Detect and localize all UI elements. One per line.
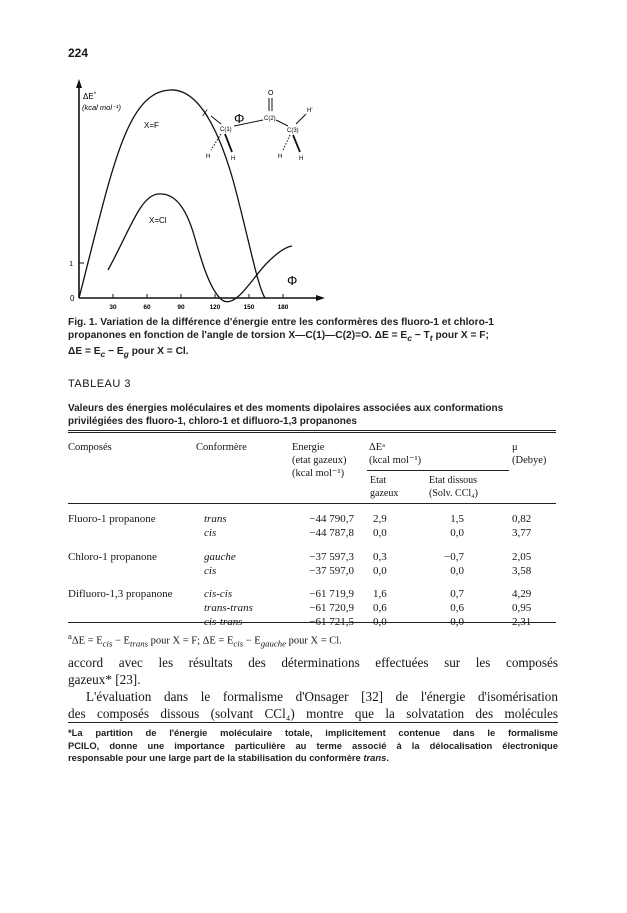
header-mu: μ (Debye) <box>512 442 547 466</box>
cell-compose: Fluoro-1 propanone <box>68 513 156 525</box>
molecule-h: H <box>278 154 283 160</box>
table-top-rule-2 <box>68 432 556 433</box>
cell-dissous: 0,7 <box>450 588 464 600</box>
cell-conformere: cis <box>204 527 217 539</box>
body-paragraph-2: L'évaluation dans le formalisme d'Onsager [32] de l'énergie d'isomérisation des composés dissous (solvant CCl₄) montre que la solvatation des molécules <box>68 689 558 721</box>
caption-line: propanones en fonction de l'angle de torsion X—C(1)—C(2)=O. $\Delta E = E_c - T_t$ pour X = F; <box>68 330 489 344</box>
caption-line: Fig. 1. Variation de la différence d'énergie entre les conformères des fluoro-1 et chloro-1 <box>68 317 494 328</box>
table-header-rule <box>68 503 556 504</box>
cell-gaz: 0,0 <box>373 616 387 628</box>
y-axis-label-unit: (kcal mol⁻¹) <box>82 103 121 112</box>
molecule-c3: C(3) <box>287 128 299 134</box>
cell-dissous: 0,0 <box>450 616 464 628</box>
table-top-rule <box>68 430 556 431</box>
cell-mu: 0,95 <box>512 602 532 614</box>
molecule-c2: C(2) <box>264 116 276 122</box>
cell-dissous: 0,0 <box>450 565 464 577</box>
curve-label-x-cl: X=Cl <box>149 216 167 225</box>
bond-c2-c3 <box>276 120 288 126</box>
molecule-h-prime: H' <box>307 108 313 114</box>
figure-caption <box>68 316 558 361</box>
page-number: 224 <box>68 46 89 60</box>
header-conformere: Conformère <box>196 442 247 453</box>
x-tick-label: 90 <box>177 304 185 311</box>
energy-figure <box>60 70 350 320</box>
table-sub-rule <box>367 470 509 471</box>
bond-c1-h-b <box>225 134 232 152</box>
cell-energie: −37 597,0 <box>309 565 354 577</box>
cell-energie: −44 787,8 <box>309 527 354 539</box>
bond-c3-h-b <box>293 135 300 152</box>
bond-x-c1 <box>211 116 221 124</box>
y-axis-label: ΔE* <box>83 92 97 101</box>
molecule-c1: C(1) <box>220 127 232 133</box>
cell-conformere: cis-cis <box>204 588 233 600</box>
cell-gaz: 0,6 <box>373 602 387 614</box>
cell-energie: −44 790,7 <box>309 513 354 525</box>
footnote-rule <box>68 722 558 723</box>
x-tick-label: 60 <box>143 304 151 311</box>
table-label: TABLEAU 3 <box>68 378 131 390</box>
x-origin-label: 0 <box>70 294 75 303</box>
bond-c3-h-a <box>283 135 290 150</box>
cell-mu: 2,05 <box>512 551 532 563</box>
molecule-phi: Φ <box>234 111 245 126</box>
y-axis-arrow <box>76 79 82 88</box>
phi-axis-label: Φ <box>287 273 298 288</box>
cell-energie: −61 719,9 <box>309 588 354 600</box>
cell-dissous: 0,0 <box>450 527 464 539</box>
body-paragraph-1: accord avec les résultats des déterminations effectuées sur les composés gazeux* [23]. <box>68 655 558 687</box>
table-caption: Valeurs des énergies moléculaires et des moments dipolaires associées aux conformations privilégiées des fluoro-1, chloro-1 et difluoro-1,3 propanones <box>68 403 504 427</box>
cell-conformere: gauche <box>204 551 236 563</box>
cell-energie: −61 721,5 <box>309 616 354 628</box>
page-footnote: *La partition de l'énergie moléculaire totale, implicitement contenue dans le formalisme PCILO, donne une importance particulière au terme associé à la délocalisation électronique responsable pour une large part de la stabilisation du conformère trans. <box>68 727 558 763</box>
cell-mu: 3,77 <box>512 527 532 539</box>
curve-x-cl <box>108 194 292 302</box>
molecule-h: H <box>299 156 304 162</box>
header-composes: Composés <box>68 442 112 453</box>
x-tick-label: 150 <box>243 304 255 311</box>
cell-gaz: 0,0 <box>373 527 387 539</box>
header-etat-gazeux: Etat gazeux <box>370 475 399 499</box>
cell-conformere: cis-trans <box>204 616 243 628</box>
molecule-h: H <box>231 156 236 162</box>
cell-conformere: trans <box>204 513 227 525</box>
header-energie: Energie (etat gazeux) (kcal mol⁻¹) <box>292 442 347 479</box>
cell-gaz: 2,9 <box>373 513 387 525</box>
cell-energie: −61 720,9 <box>309 602 354 614</box>
x-axis-arrow <box>316 295 325 301</box>
y-tick-label: 1 <box>69 261 73 268</box>
cell-gaz: 0,3 <box>373 551 387 563</box>
cell-mu: 3,58 <box>512 565 532 577</box>
cell-compose: Difluoro-1,3 propanone <box>68 588 173 600</box>
cell-dissous: 0,6 <box>450 602 464 614</box>
cell-dissous: −0,7 <box>444 551 464 563</box>
x-tick-label: 30 <box>109 304 117 311</box>
cell-mu: 2,31 <box>512 616 532 628</box>
bond-c3-hprime <box>296 114 306 124</box>
molecule-sketch <box>202 90 312 162</box>
cell-conformere: trans-trans <box>204 602 253 614</box>
cell-gaz: 0,0 <box>373 565 387 577</box>
molecule-o: O <box>268 90 274 97</box>
cell-gaz: 1,6 <box>373 588 387 600</box>
molecule-x: X <box>202 108 209 118</box>
x-tick-labels <box>109 304 288 311</box>
header-delta-e: ΔEᵃ (kcal mol⁻¹) <box>369 442 422 466</box>
cell-conformere: cis <box>204 565 217 577</box>
table-footnote: $^a\Delta E = E_{cis} - E_{trans}$ pour X = F; $\Delta E = E_{cis} - E_{gauche}$ pour X = Cl. <box>68 631 342 649</box>
caption-line: $\Delta E = E_c - E_g$ pour X = Cl. <box>68 346 189 360</box>
x-tick-label: 180 <box>277 304 289 311</box>
molecule-h: H <box>206 154 211 160</box>
cell-compose: Chloro-1 propanone <box>68 551 157 563</box>
cell-mu: 0,82 <box>512 513 532 525</box>
header-etat-dissous: Etat dissous (Solv. CCl₄) <box>429 475 478 499</box>
cell-dissous: 1,5 <box>450 513 464 525</box>
x-tick-label: 120 <box>209 304 221 311</box>
curve-label-x-f: X=F <box>144 121 159 130</box>
cell-energie: −37 597,3 <box>309 551 354 563</box>
cell-mu: 4,29 <box>512 588 532 600</box>
